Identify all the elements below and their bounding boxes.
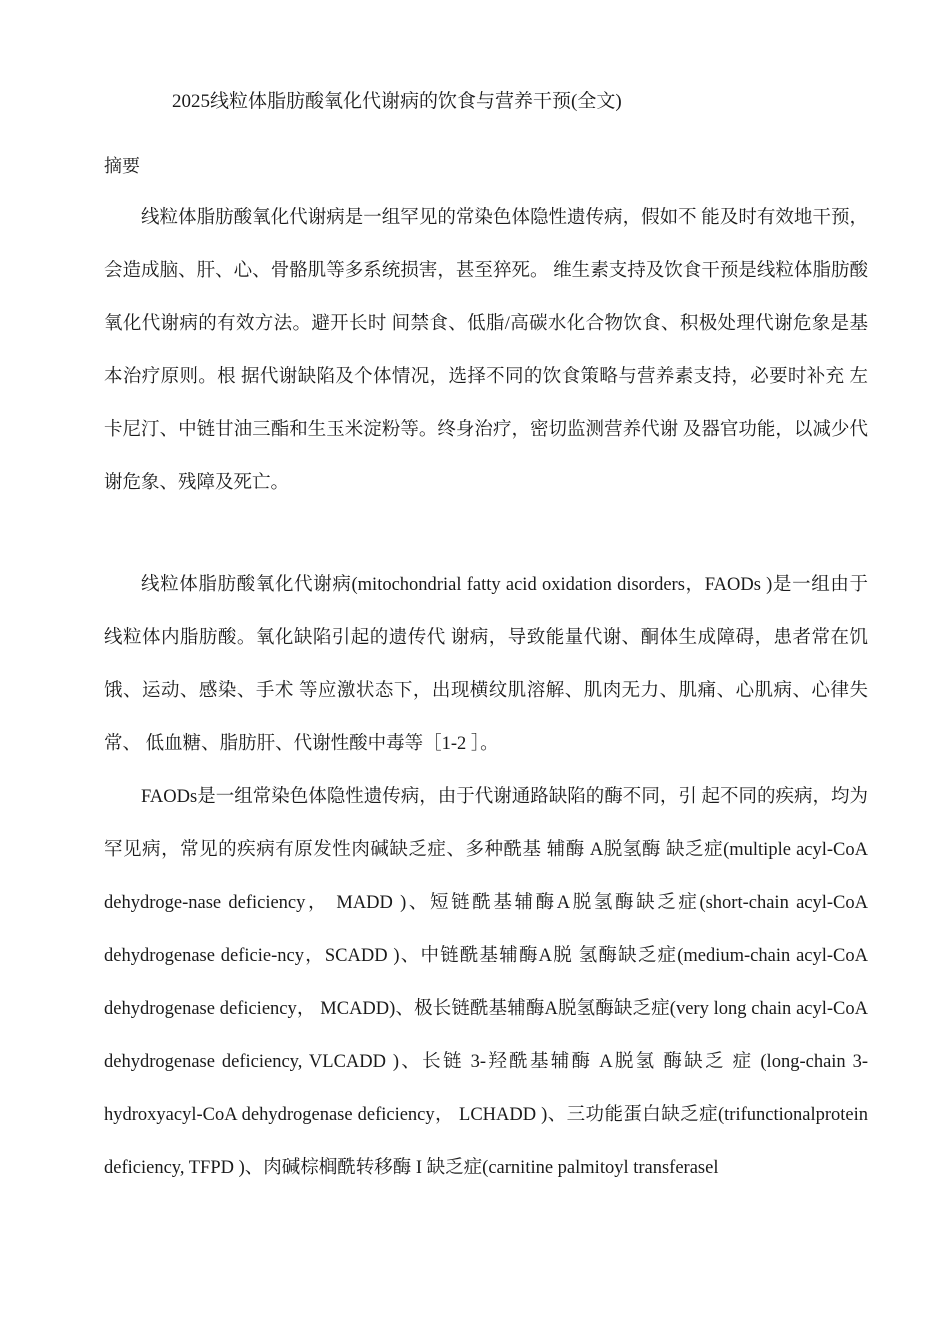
abstract-heading: 摘要 — [104, 156, 140, 176]
abstract-paragraph: 线粒体脂肪酸氧化代谢病是一组罕见的常染色体隐性遗传病，假如不 能及时有效地干预，会造成脑、肝、心、骨骼肌等多系统损害，甚至猝死。 维生素支持及饮食干预是线粒体脂肪酸氧化代谢病的有效方法。避开长时 间禁食、低脂/高碳水化合物饮食、积极处理代谢危象是基本治疗原则。根 据代谢缺陷及个体情况，选择不同的饮食策略与营养素支持，必要时补充 左卡尼汀、中链甘油三酯和生玉米淀粉等。终身治疗，密切监测营养代谢 及器官功能，以减少代谢危象、残障及死亡。 — [104, 208, 868, 493]
document-title: 2025线粒体脂肪酸氧化代谢病的饮食与营养干预(全文) — [172, 91, 622, 112]
body-paragraph-2: FAODs是一组常染色体隐性遗传病，由于代谢通路缺陷的酶不同，引 起不同的疾病，均为罕见病，常见的疾病有原发性肉碱缺乏症、多种酰基 辅酶 A脱氢酶 缺乏症(multiple acyl-CoA dehydroge-nase deficiency， MADD )、短链酰基辅酶A脱氢酶缺乏症(short-chain acyl-CoA dehydrogenase deficie-ncy，SCADD )、中链酰基辅酶A脱 氢酶缺乏症(medium-chain acyl-CoA dehydrogenase deficiency， MCADD)、极长链酰基辅酶A脱氢酶缺乏症(very long chain acyl-CoA dehydrogenase deficiency, VLCADD )、长链 3-羟酰基辅酶 A脱氢 酶缺乏 症 (long-chain 3-hydroxyacyl-CoA dehydrogenase deficiency， LCHADD )、三功能蛋白缺乏症(trifunctionalprotein deficiency, TFPD )、肉碱棕榈酰转移酶 I 缺乏症(carnitine palmitoyl transferasel — [104, 787, 868, 1178]
body-paragraph-1: 线粒体脂肪酸氧化代谢病(mitochondrial fatty acid oxidation disorders，FAODs )是一组由于线粒体内脂肪酸。氧化缺陷引起的遗传代 谢病，导致能量代谢、酮体生成障碍，患者常在饥饿、运动、感染、手术 等应激状态下，出现横纹肌溶解、肌肉无力、肌痛、心肌病、心律失常、 低血糖、脂肪肝、代谢性酸中毒等［1-2 ］。 — [104, 575, 868, 754]
